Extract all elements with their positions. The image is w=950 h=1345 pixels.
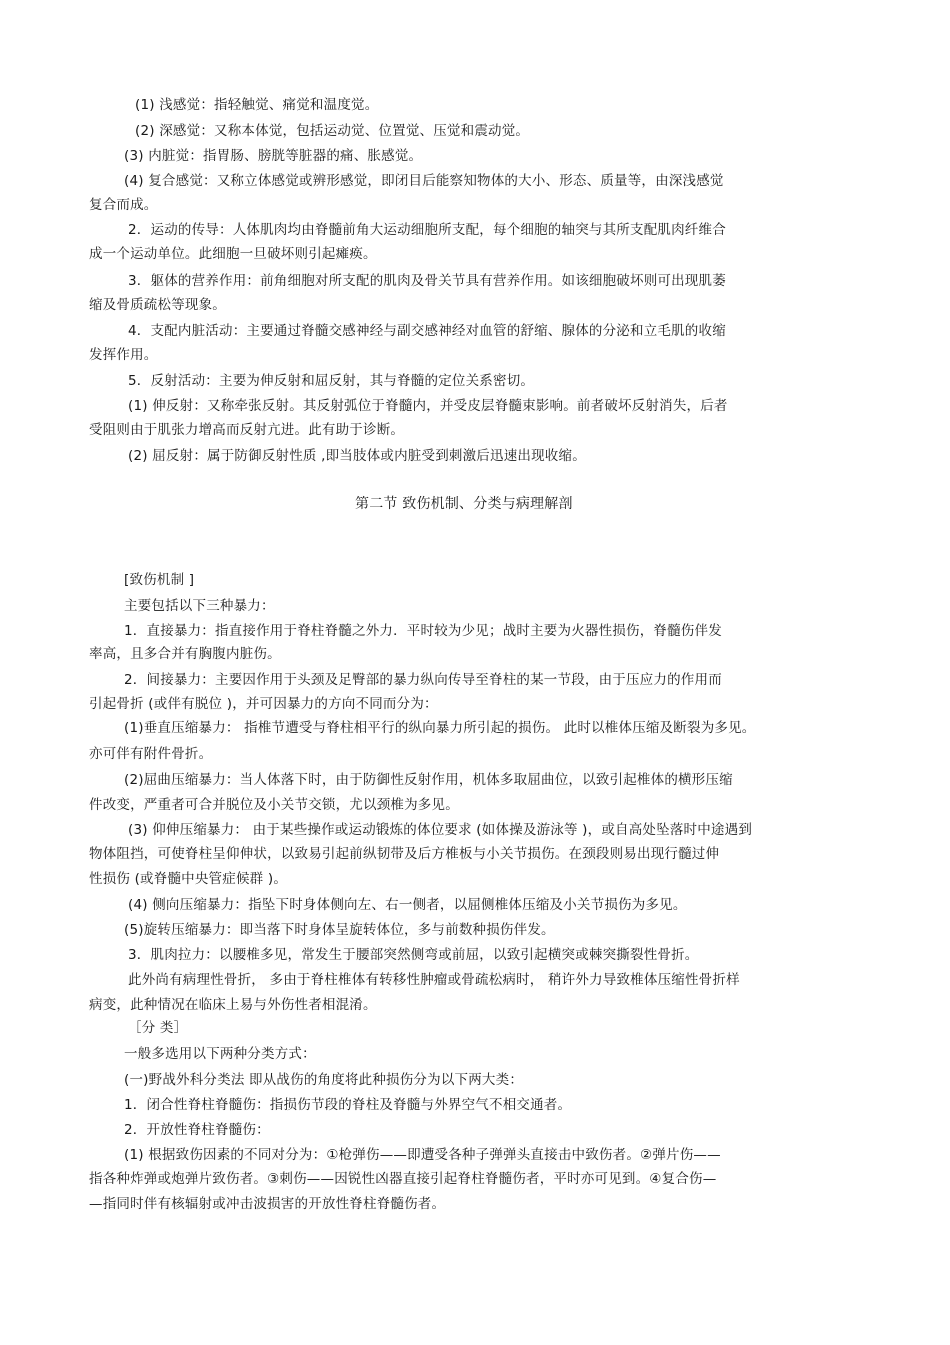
- text-line: 2．开放性脊柱脊髓伤：: [124, 1122, 270, 1138]
- text-line: 主要包括以下三种暴力：: [124, 598, 275, 614]
- text-line: 件改变，严重者可合并脱位及小关节交锁，尤以颈椎为多见。: [89, 797, 459, 813]
- text-line: 指各种炸弹或炮弹片致伤者。③刺伤——因锐性凶器直接引起脊柱脊髓伤者，平时亦可见到。④复合伤—: [89, 1171, 717, 1187]
- text-line: (1)垂直压缩暴力： 指椎节遭受与脊柱相平行的纵向暴力所引起的损伤。 此时以椎体压缩及断裂为多见。: [124, 720, 756, 736]
- text-line: 率高，且多合并有胸腹内脏伤。: [89, 646, 281, 662]
- text-line: (1) 浅感觉：指轻触觉、痛觉和温度觉。: [135, 97, 379, 113]
- text-line: 一般多选用以下两种分类方式：: [124, 1046, 316, 1062]
- text-line: 物体阻挡，可使脊柱呈仰伸状，以致易引起前纵韧带及后方椎板与小关节损伤。在颈段则易出现行髓过伸: [89, 846, 720, 862]
- text-line: 4．支配内脏活动：主要通过脊髓交感神经与副交感神经对血管的舒缩、腺体的分泌和立毛肌的收缩: [128, 323, 726, 339]
- text-line: (2) 屈反射：属于防御反射性质 ,即当肢体或内脏受到刺激后迅速出现收缩。: [128, 448, 586, 464]
- text-line: (4) 复合感觉：又称立体感觉或辨形感觉，即闭目后能察知物体的大小、形态、质量等，由深浅感觉: [124, 173, 724, 189]
- text-line: 复合而成。: [89, 197, 158, 213]
- text-line: (2) 深感觉：又称本体觉，包括运动觉、位置觉、压觉和震动觉。: [135, 123, 530, 139]
- text-line: 2．运动的传导：人体肌肉均由脊髓前角大运动细胞所支配，每个细胞的轴突与其所支配肌肉纤维合: [128, 222, 726, 238]
- text-line: 5．反射活动：主要为伸反射和屈反射，其与脊髓的定位关系密切。: [128, 373, 535, 389]
- text-line: 此外尚有病理性骨折， 多由于脊柱椎体有转移性肿瘤或骨疏松病时， 稍许外力导致椎体压缩性骨折样: [128, 972, 740, 988]
- text-line: 3．躯体的营养作用：前角细胞对所支配的肌肉及骨关节具有营养作用。如该细胞破坏则可出现肌萎: [128, 273, 726, 289]
- section-title: 第二节 致伤机制、分类与病理解剖: [355, 496, 573, 512]
- text-line: 1．闭合性脊柱脊髓伤：指损伤节段的脊柱及脊髓与外界空气不相交通者。: [124, 1097, 572, 1113]
- text-line: (一)野战外科分类法 即从战伤的角度将此种损伤分为以下两大类：: [124, 1072, 524, 1088]
- text-line: 引起骨折 (或伴有脱位 )，并可因暴力的方向不同而分为：: [89, 696, 438, 712]
- text-line: (2)屈曲压缩暴力：当人体落下时，由于防御性反射作用，机体多取屈曲位，以致引起椎体的横形压缩: [124, 772, 733, 788]
- text-line: 病变，此种情况在临床上易与外伤性者相混淆。: [89, 997, 377, 1013]
- text-line: 成一个运动单位。此细胞一旦破坏则引起瘫痪。: [89, 246, 377, 262]
- subsection-title: [致伤机制 ]: [124, 572, 195, 588]
- text-line: 1．直接暴力：指直接作用于脊柱脊髓之外力．平时较为少见；战时主要为火器性损伤，脊髓伤伴发: [124, 623, 722, 639]
- text-line: 3．肌肉拉力：以腰椎多见，常发生于腰部突然侧弯或前屈，以致引起横突或棘突撕裂性骨折。: [128, 947, 699, 963]
- text-line: (4) 侧向压缩暴力：指坠下时身体侧向左、右一侧者，以屈侧椎体压缩及小关节损伤为多见。: [128, 897, 687, 913]
- text-line: (1) 根据致伤因素的不同对分为：①枪弹伤——即遭受各种子弹弹头直接击中致伤者。②弹片伤——: [124, 1147, 721, 1163]
- text-line: (1) 伸反射：又称牵张反射。其反射弧位于脊髓内，并受皮层脊髓束影响。前者破坏反射消失，后者: [128, 398, 728, 414]
- subsection-title: ［分 类］: [128, 1020, 188, 1036]
- text-line: (3) 仰伸压缩暴力： 由于某些操作或运动锻炼的体位要求 (如体操及游泳等 )，或自高处坠落时中途遇到: [128, 822, 753, 838]
- text-line: 缩及骨质疏松等现象。: [89, 297, 226, 313]
- text-line: 亦可伴有附件骨折。: [89, 746, 213, 762]
- text-line: (3) 内脏觉：指胃肠、膀胱等脏器的痛、胀感觉。: [124, 148, 423, 164]
- text-line: 性损伤 (或脊髓中央管症候群 )。: [89, 871, 288, 887]
- text-line: 受阻则由于肌张力增高而反射亢进。此有助于诊断。: [89, 422, 405, 438]
- text-line: 2．间接暴力：主要因作用于头颈及足臀部的暴力纵向传导至脊柱的某一节段，由于压应力的作用而: [124, 672, 722, 688]
- text-line: (5)旋转压缩暴力：即当落下时身体呈旋转体位，多与前数种损伤伴发。: [124, 922, 555, 938]
- text-line: —指同时伴有核辐射或冲击波损害的开放性脊柱脊髓伤者。: [89, 1196, 446, 1212]
- text-line: 发挥作用。: [89, 347, 158, 363]
